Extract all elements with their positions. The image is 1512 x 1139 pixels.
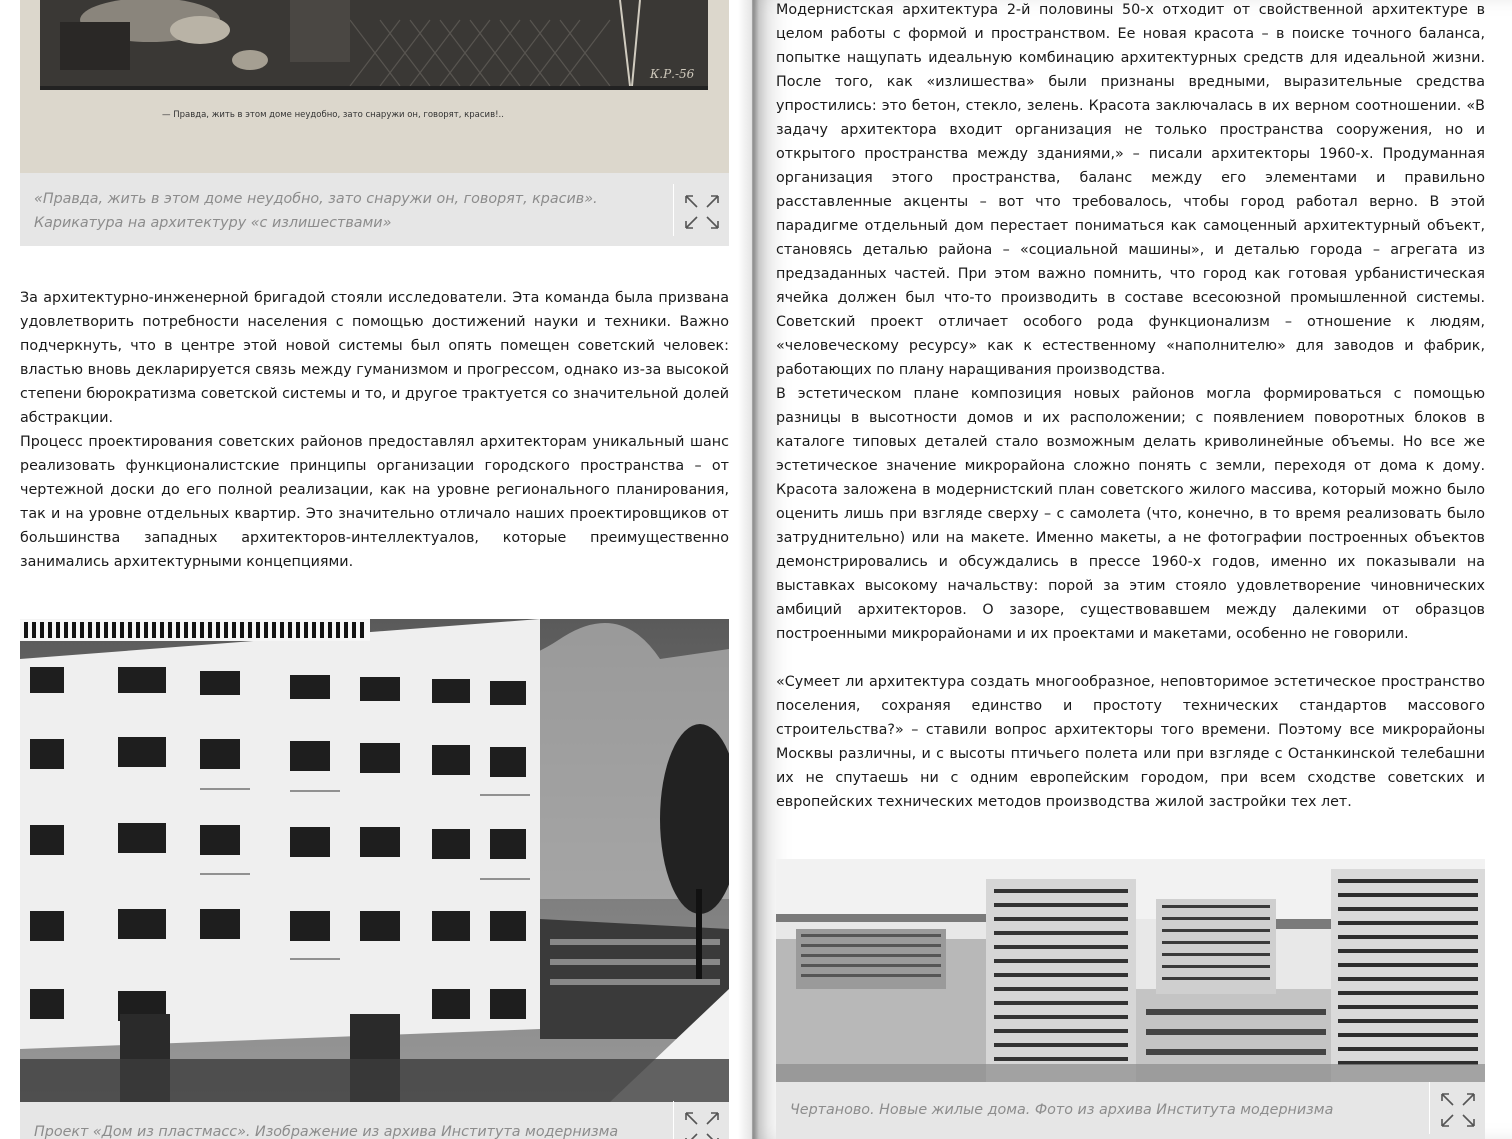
right-paragraph-1: Модернистская архитектура 2-й половины 50-х отходит от свойственной архитектуре в целом работы с формой и пространством. Ее новая красота – в поиске точного баланса, попытке нащупать идеальную комбинацию архитектурных средств для идеальной жизни. После того, как «излишества» были признаны вредными, выразительные средства упростились: это бетон, стекло, зелень. Красота заключалась в их верном соотношении. «В задачу архитектора входит организация не только пространства сооружения, но и открытого пространства между зданиями,» – писали архитекторы 1960-х. Продуманная организация этого пространства, баланс между его элементами и правильно расставленные акценты – вот что требовалось, чтобы город работал верно. В этой парадигме отдельный дом перестает пониматься как самоценный архитектурный объект, становясь деталью района – «социальной машины», и деталью города – агрегата из предзаданных частей. При этом важно помнить, что город как готовая урбанистическая ячейка должен был что-то производить в составе всесоюзной промышленной системы. Советский проект отличает особого рода функционализм – отношение к людям, «человеческому ресурсу» как к естественному «наполнителю» для заводов и фабрик, работающих по плану наращивания производства. <box>776 2 1485 378</box>
expand-arrows-icon <box>682 1109 722 1139</box>
top-figure-expand-button[interactable] <box>673 184 728 236</box>
top-figure-caption: «Правда, жить в этом доме неудобно, зато снаружи он, говорят, красив». Карикатура на архитектуру «с излишествами» <box>34 191 598 231</box>
right-page <box>752 0 1512 1139</box>
chertanovo-photo[interactable] <box>776 859 1485 1082</box>
plastic-house-image[interactable] <box>20 619 729 1102</box>
right-figure-caption: Чертаново. Новые жилые дома. Фото из архива Института модернизма <box>790 1102 1334 1118</box>
cartoon-caption-text: — Правда, жить в этом доме неудобно, зато снаружи он, говорят, красив!.. <box>162 110 504 120</box>
right-figure-expand-button[interactable] <box>1429 1082 1484 1134</box>
plastic-house-illustration <box>20 619 729 1102</box>
left-paragraph-1: За архитектурно-инженерной бригадой стояли исследователи. Эта команда была призвана удовлетворить потребности населения с помощью достижений науки и техники. Важно подчеркнуть, что в центре этой новой системы был опять помещен советский человек: властью вновь декларируется связь между гуманизмом и прогрессом, однако из-за высокой степени бюрократизма советской системы и то, и другое трактуется со значительной долей абстракции. <box>20 290 729 426</box>
bottom-figure-expand-button[interactable] <box>673 1101 728 1139</box>
left-page <box>0 0 752 1139</box>
left-paragraph-2: Процесс проектирования советских районов предоставлял архитекторам уникальный шанс реализовать функционалистские принципы организации городского пространства – от чертежной доски до его полной реализации, как на уровне регионального планирования, так и на уровне отдельных квартир. Это значительно отличало наших проектировщиков от большинства западных архитекторов-интеллектуалов, которые преимущественно занимались архитектурными концепциями. <box>20 434 729 570</box>
right-paragraph-3: «Сумеет ли архитектура создать многообразное, неповторимое эстетическое пространство поселения, сохраняя единство и простоту технических стандартов массового строительства?» – ставили вопрос архитекторы того времени. Поэтому все микрорайоны Москвы различны, и с высоты птичьего полета или при взгляде с Останкинской телебашни их не спутаешь ни с одним европейским городом, при всем сходстве советских и европейских технических методов производства жилой застройки тех лет. <box>776 674 1485 810</box>
chertanovo-illustration <box>776 859 1485 1082</box>
cartoon-image[interactable] <box>20 0 729 173</box>
right-paragraph-2: В эстетическом плане композиция новых районов могла формироваться с помощью разницы в высотности домов и их расположении; с появлением поворотных блоков в каталоге типовых деталей стало возможным делать криволинейные объемы. Но все же эстетическое значение микрорайона сложно понять с земли, переходя от дома к дому. Красота заложена в модернистский план советского жилого массива, который можно было оценить лишь при взгляде сверху – с самолета (что, конечно, в то время реализовать было затруднительно) или на макете. Именно макеты, а не фотографии построенных объектов демонстрировались и обсуждались в прессе 1960-х годов, именно их показывали на выставках высокому начальству: порой за этим стояло удовлетворение чиновнических амбиций архитекторов. О зазоре, существовавшем между далекими от образцов построенными микрорайонами и их проектами и макетами, особенно не говорили. <box>776 386 1485 642</box>
bottom-figure-caption: Проект «Дом из пластмасс». Изображение из архива Института модернизма <box>34 1124 619 1139</box>
expand-arrows-icon <box>682 192 722 232</box>
cartoon-illustration <box>20 0 729 173</box>
cartoon-signature: К.Р.-56 <box>650 67 695 81</box>
expand-arrows-icon <box>1438 1090 1478 1130</box>
